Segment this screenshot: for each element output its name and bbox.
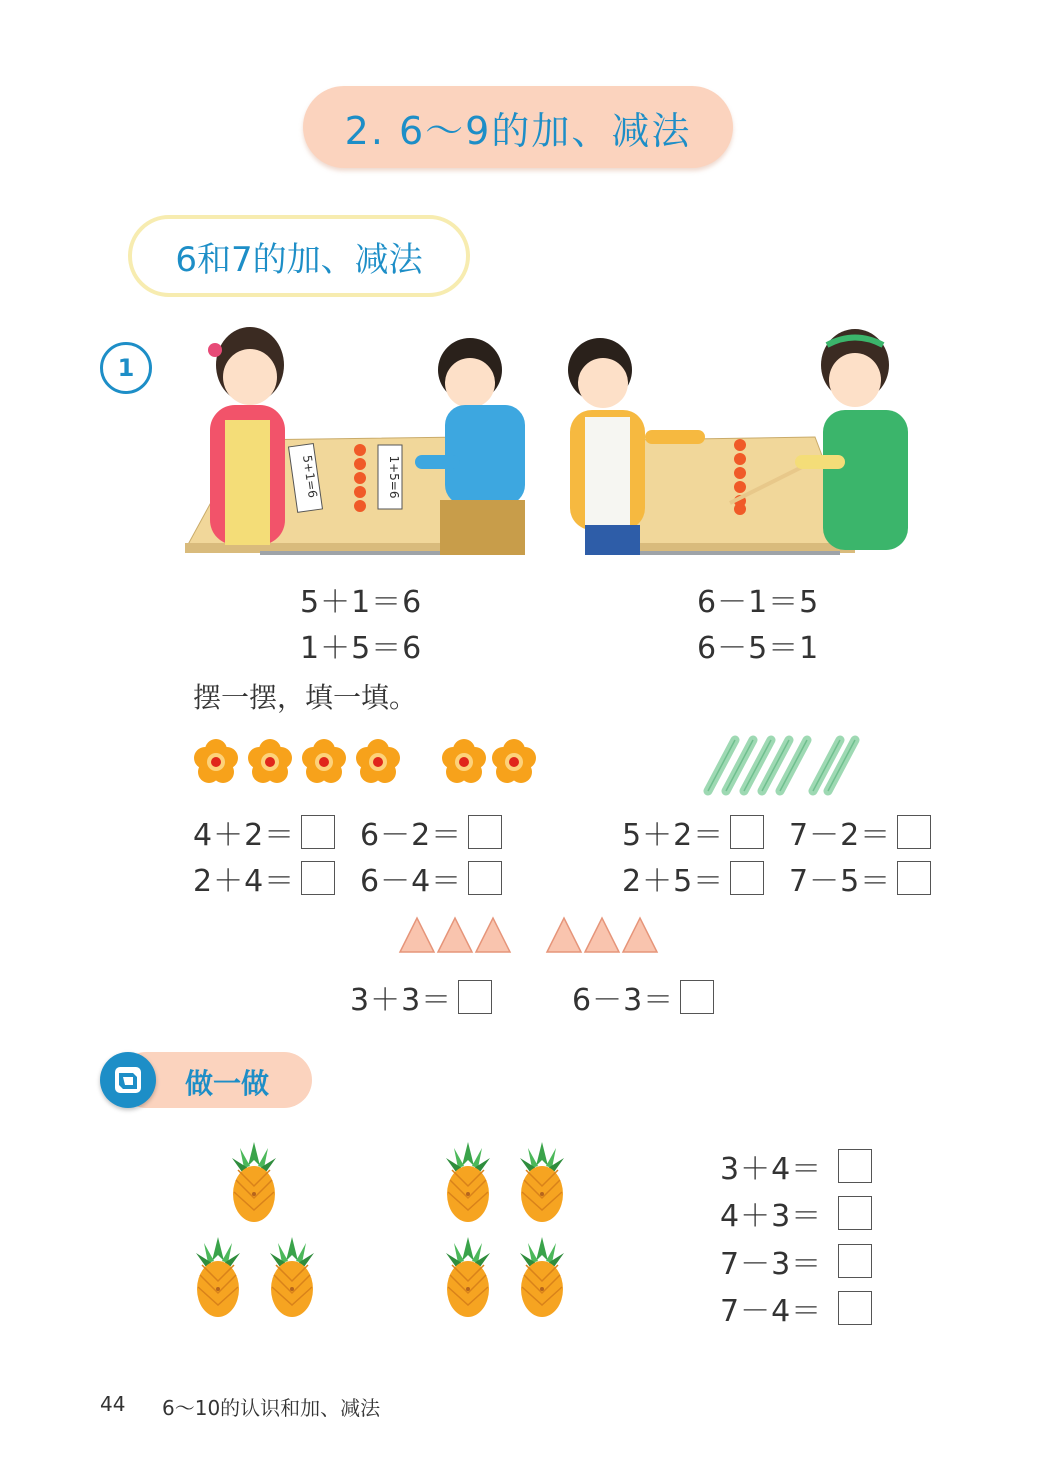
answer-box[interactable] [838, 1196, 872, 1230]
page-number: 44 [100, 1392, 126, 1416]
svg-text:1+5=6: 1+5=6 [387, 455, 401, 499]
flower-icon [442, 739, 486, 783]
triangle-icon [476, 918, 510, 952]
lesson-title: 2. 6～9的加、减法 [303, 86, 733, 168]
answer-box[interactable] [897, 861, 931, 895]
pineapple-icon [270, 1237, 314, 1317]
triangle-icon [623, 918, 657, 952]
chapter-title: 6～10的认识和加、减法 [162, 1396, 381, 1420]
equation-example-left-1: 5＋1＝6 [300, 585, 423, 620]
triangle-icon [547, 918, 581, 952]
flower-icon [302, 739, 346, 783]
exercise-row: 3＋3＝ [350, 975, 492, 1019]
exercise-row: 5＋2＝ [622, 810, 764, 854]
stick-group [700, 735, 865, 797]
exercise-row: 2＋4＝ [193, 856, 335, 900]
triangle-icon [400, 918, 434, 952]
flower-group [190, 736, 540, 788]
equation-card-right [378, 445, 402, 509]
flower-icon [492, 739, 536, 783]
pineapple-icon [446, 1142, 490, 1222]
equation-example-right-2: 6－5＝1 [697, 631, 820, 666]
exercise-row: 7－3＝ [720, 1239, 872, 1283]
pineapple-groups [188, 1130, 578, 1320]
answer-box[interactable] [838, 1149, 872, 1183]
answer-box[interactable] [730, 861, 764, 895]
answer-box[interactable] [458, 980, 492, 1014]
answer-box[interactable] [730, 815, 764, 849]
pineapple-icon [520, 1237, 564, 1317]
flower-icon [356, 739, 400, 783]
answer-box[interactable] [301, 815, 335, 849]
pineapple-icon [232, 1142, 276, 1222]
exercise-row: 6－3＝ [572, 975, 714, 1019]
answer-box[interactable] [838, 1244, 872, 1278]
illustration-children-sticks [565, 325, 925, 555]
answer-box[interactable] [468, 815, 502, 849]
example-number-badge: 1 [100, 342, 152, 394]
svg-text:5+1=6: 5+1=6 [300, 454, 320, 499]
exercise-row: 4＋2＝ [193, 810, 335, 854]
exercise-row: 6－4＝ [360, 856, 502, 900]
doit-label: 做一做 [185, 1067, 270, 1100]
pineapple-icon [196, 1237, 240, 1317]
flower-icon [248, 739, 292, 783]
triangle-icon [438, 918, 472, 952]
pencil-task-icon [100, 1052, 156, 1108]
section-subtitle: 6和7的加、减法 [128, 215, 470, 297]
exercise-row: 7－4＝ [720, 1286, 872, 1330]
pineapple-icon [520, 1142, 564, 1222]
pineapple-icon [446, 1237, 490, 1317]
exercise-row: 4＋3＝ [720, 1191, 872, 1235]
exercise-row: 7－2＝ [789, 810, 931, 854]
equation-example-right-1: 6－1＝5 [697, 585, 820, 620]
answer-box[interactable] [680, 980, 714, 1014]
triangle-group [398, 915, 663, 955]
answer-box[interactable] [838, 1291, 872, 1325]
flower-icon [194, 739, 238, 783]
equation-example-left-2: 1＋5＝6 [300, 631, 423, 666]
exercise-row: 2＋5＝ [622, 856, 764, 900]
answer-box[interactable] [897, 815, 931, 849]
exercise-row: 3＋4＝ [720, 1144, 872, 1188]
triangle-icon [585, 918, 619, 952]
answer-box[interactable] [301, 861, 335, 895]
instruction-text: 摆一摆，填一填。 [193, 681, 418, 714]
illustration-children-cards [185, 325, 530, 555]
answer-box[interactable] [468, 861, 502, 895]
exercise-row: 7－5＝ [789, 856, 931, 900]
exercise-row: 6－2＝ [360, 810, 502, 854]
